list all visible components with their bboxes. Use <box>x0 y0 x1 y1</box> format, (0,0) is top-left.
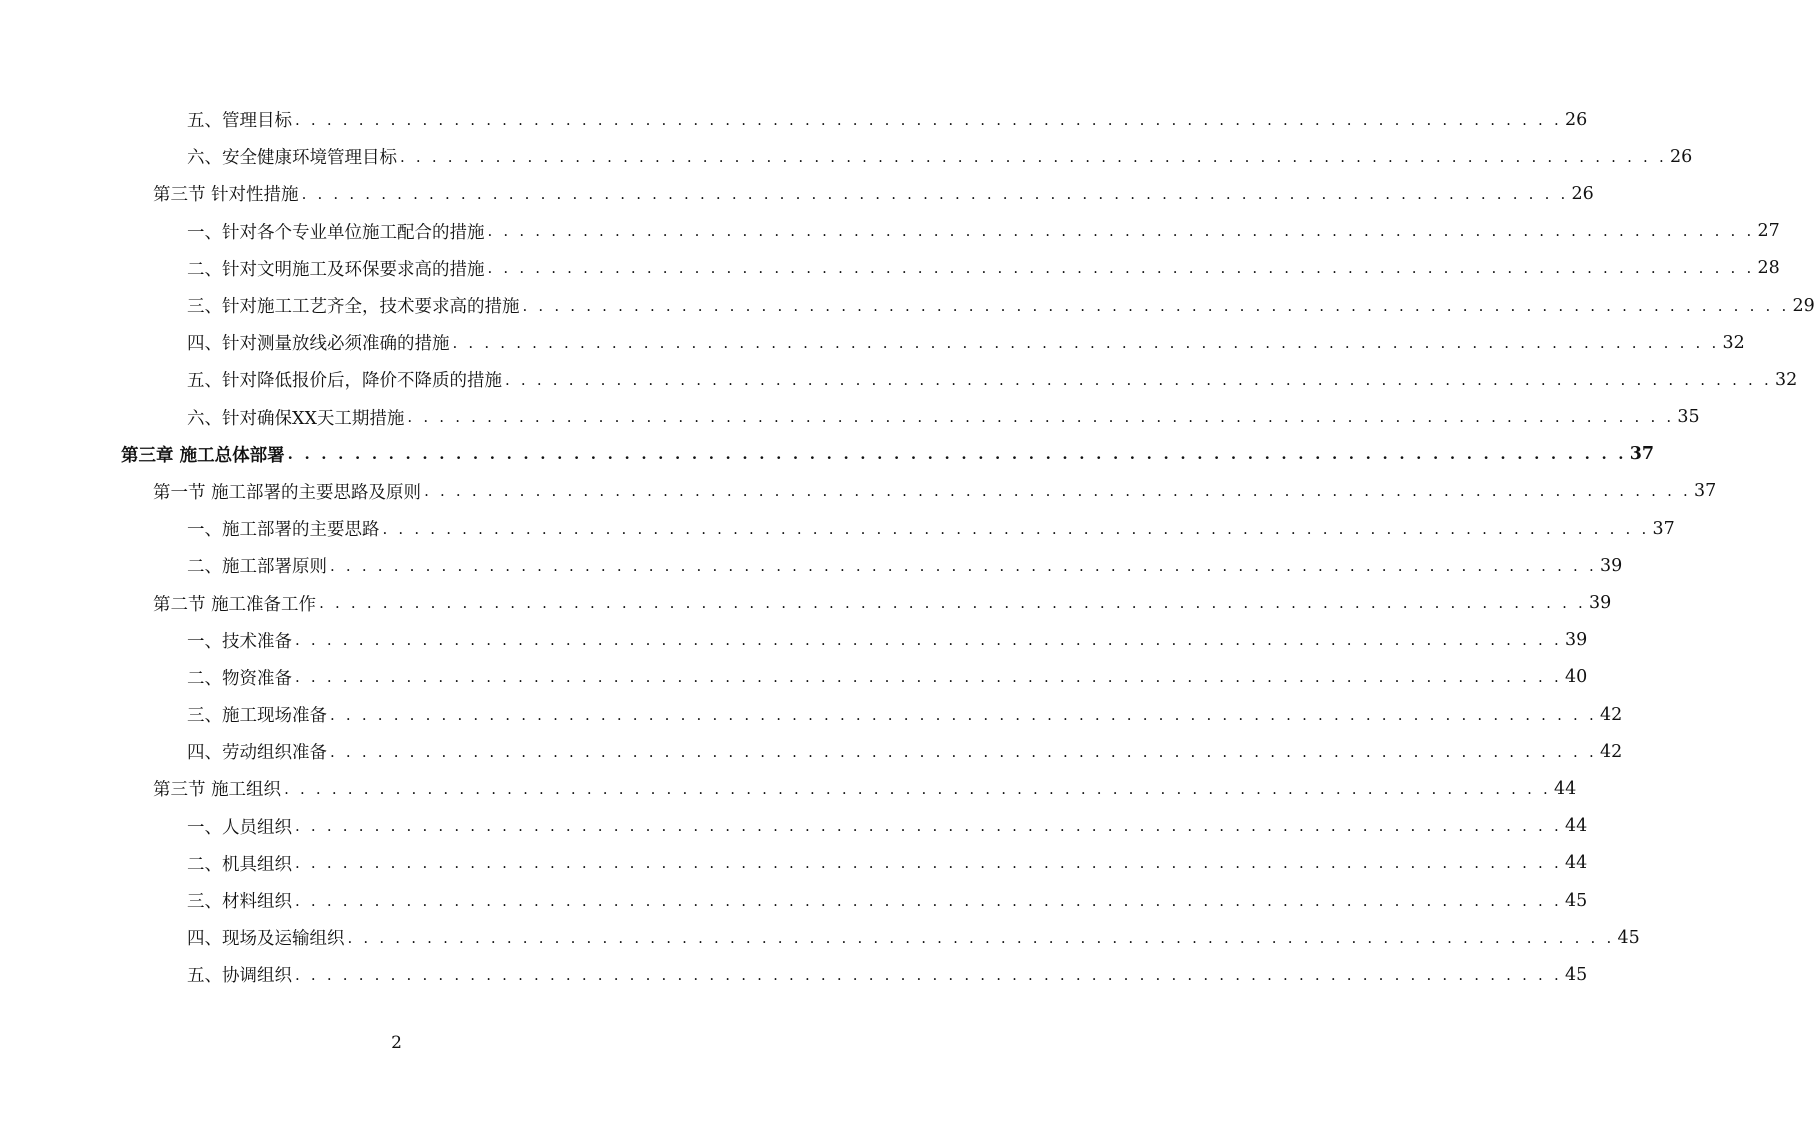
toc-entry-page: 40 <box>1564 667 1588 688</box>
toc-dot-leader: . . . . . . . . . . . . . . . . . . . . . . . . . . . . . . . . . . . . . . . . . . . . . . . . . . . . . . . . . . . . . . . . . . . . . . . . . . . . . . . . <box>295 965 1562 984</box>
toc-entry-page: 39 <box>1589 593 1612 614</box>
toc-dot-leader: . . . . . . . . . . . . . . . . . . . . . . . . . . . . . . . . . . . . . . . . . . . . . . . . . . . . . . . . . . . . . . . . . . . . . . . . . . . . . . . . <box>424 482 1691 501</box>
toc-entry[interactable] <box>0 175 1594 212</box>
toc-dot-leader: . . . . . . . . . . . . . . . . . . . . . . . . . . . . . . . . . . . . . . . . . . . . . . . . . . . . . . . . . . . . . . . . . . . . . . . . . . . . . . . . <box>295 817 1562 836</box>
toc-dot-leader: . . . . . . . . . . . . . . . . . . . . . . . . . . . . . . . . . . . . . . . . . . . . . . . . . . . . . . . . . . . . . . . . . . . . . . . . . . . . . . . . <box>319 594 1586 613</box>
toc-dot-leader: . . . . . . . . . . . . . . . . . . . . . . . . . . . . . . . . . . . . . . . . . . . . . . . . . . . . . . . . . . . . . . . . . . . . . . . . . . . . . . . . <box>487 259 1755 278</box>
toc-entry-page: 28 <box>1757 258 1780 279</box>
toc-entry[interactable] <box>0 510 1675 547</box>
toc-entry-page: 37 <box>1652 518 1675 539</box>
toc-entry[interactable] <box>0 845 1588 882</box>
toc-entry[interactable] <box>0 808 1588 845</box>
toc-entry-title: 二、施工部署原则 <box>187 557 327 578</box>
toc-dot-leader: . . . . . . . . . . . . . . . . . . . . . . . . . . . . . . . . . . . . . . . . . . . . . . . . . . . . . . . . . . . . . . . . . . . . . . . . . . . . . . . . <box>382 519 1650 538</box>
toc-dot-leader: . . . . . . . . . . . . . . . . . . . . . . . . . . . . . . . . . . . . . . . . . . . . . . . . . . . . . . . . . . . . . . . . . . . . . . . . . . . . . . . . <box>287 445 1627 464</box>
toc-dot-leader: . . . . . . . . . . . . . . . . . . . . . . . . . . . . . . . . . . . . . . . . . . . . . . . . . . . . . . . . . . . . . . . . . . . . . . . . . . . . . . . . <box>452 333 1720 352</box>
toc-entry-title: 三、针对施工工艺齐全，技术要求高的措施 <box>187 297 520 318</box>
toc-entry-title: 一、针对各个专业单位施工配合的措施 <box>187 222 485 243</box>
toc-entry-page: 44 <box>1564 816 1588 837</box>
toc-entry-title: 第一节 施工部署的主要思路及原则 <box>153 482 422 503</box>
toc-entry[interactable] <box>0 956 1588 993</box>
toc-entry-title: 四、现场及运输组织 <box>187 929 345 950</box>
toc-entry-title: 五、针对降低报价后，降价不降质的措施 <box>187 371 502 392</box>
toc-dot-leader: . . . . . . . . . . . . . . . . . . . . . . . . . . . . . . . . . . . . . . . . . . . . . . . . . . . . . . . . . . . . . . . . . . . . . . . . . . . . . . . . <box>522 296 1790 315</box>
toc-dot-leader: . . . . . . . . . . . . . . . . . . . . . . . . . . . . . . . . . . . . . . . . . . . . . . . . . . . . . . . . . . . . . . . . . . . . . . . . . . . . . . . . <box>295 854 1562 873</box>
toc-entry[interactable] <box>0 622 1588 659</box>
toc-entry-title: 四、劳动组织准备 <box>187 743 327 764</box>
table-of-contents <box>0 101 1815 994</box>
toc-entry[interactable] <box>0 584 1612 621</box>
toc-dot-leader: . . . . . . . . . . . . . . . . . . . . . . . . . . . . . . . . . . . . . . . . . . . . . . . . . . . . . . . . . . . . . . . . . . . . . . . . . . . . . . . . <box>505 370 1772 389</box>
toc-entry-title: 一、技术准备 <box>187 631 292 652</box>
toc-entry[interactable] <box>0 361 1798 398</box>
page-number: 2 <box>391 1033 402 1053</box>
toc-entry[interactable] <box>0 250 1780 287</box>
toc-entry-title: 第三节 施工组织 <box>153 780 282 801</box>
toc-entry[interactable] <box>0 213 1780 250</box>
toc-entry-page: 44 <box>1554 778 1577 799</box>
toc-dot-leader: . . . . . . . . . . . . . . . . . . . . . . . . . . . . . . . . . . . . . . . . . . . . . . . . . . . . . . . . . . . . . . . . . . . . . . . . . . . . . . . . <box>301 184 1569 203</box>
toc-entry[interactable] <box>0 473 1717 510</box>
toc-entry-title: 二、机具组织 <box>187 854 292 875</box>
toc-entry-page: 35 <box>1677 407 1700 428</box>
toc-entry-title: 第三节 针对性措施 <box>153 185 299 206</box>
toc-entry-title: 二、物资准备 <box>187 668 292 689</box>
toc-entry-page: 32 <box>1722 332 1745 353</box>
toc-entry-page: 37 <box>1629 444 1655 465</box>
toc-entry-page: 37 <box>1694 481 1717 502</box>
toc-entry[interactable] <box>0 696 1623 733</box>
toc-entry-page: 39 <box>1564 630 1588 651</box>
toc-entry[interactable] <box>0 436 1655 473</box>
toc-entry-page: 26 <box>1571 183 1594 204</box>
toc-entry-title: 第二节 施工准备工作 <box>153 594 317 615</box>
toc-entry[interactable] <box>0 919 1640 956</box>
toc-entry-page: 39 <box>1599 555 1623 576</box>
toc-entry-title: 二、针对文明施工及环保要求高的措施 <box>187 259 485 280</box>
toc-entry-page: 45 <box>1617 927 1640 948</box>
toc-entry-page: 29 <box>1792 295 1815 316</box>
toc-entry[interactable] <box>0 399 1700 436</box>
toc-dot-leader: . . . . . . . . . . . . . . . . . . . . . . . . . . . . . . . . . . . . . . . . . . . . . . . . . . . . . . . . . . . . . . . . . . . . . . . . . . . . . . . . <box>295 631 1562 650</box>
toc-entry-page: 44 <box>1564 853 1588 874</box>
toc-entry-title: 四、针对测量放线必须准确的措施 <box>187 334 450 355</box>
toc-dot-leader: . . . . . . . . . . . . . . . . . . . . . . . . . . . . . . . . . . . . . . . . . . . . . . . . . . . . . . . . . . . . . . . . . . . . . . . . . . . . . . . . <box>284 779 1551 798</box>
toc-entry-page: 32 <box>1774 369 1798 390</box>
toc-entry-title: 一、人员组织 <box>187 817 292 838</box>
toc-entry[interactable] <box>0 547 1623 584</box>
toc-entry-title: 六、安全健康环境管理目标 <box>187 148 397 169</box>
toc-dot-leader: . . . . . . . . . . . . . . . . . . . . . . . . . . . . . . . . . . . . . . . . . . . . . . . . . . . . . . . . . . . . . . . . . . . . . . . . . . . . . . . . <box>295 668 1562 687</box>
toc-entry[interactable] <box>0 324 1745 361</box>
toc-entry-page: 26 <box>1669 146 1693 167</box>
toc-dot-leader: . . . . . . . . . . . . . . . . . . . . . . . . . . . . . . . . . . . . . . . . . . . . . . . . . . . . . . . . . . . . . . . . . . . . . . . . . . . . . . . . <box>330 742 1597 761</box>
toc-entry[interactable] <box>0 770 1577 807</box>
toc-entry-title: 六、针对确保XX天工期措施 <box>187 408 405 429</box>
toc-entry-page: 42 <box>1599 704 1623 725</box>
toc-dot-leader: . . . . . . . . . . . . . . . . . . . . . . . . . . . . . . . . . . . . . . . . . . . . . . . . . . . . . . . . . . . . . . . . . . . . . . . . . . . . . . . . <box>347 928 1615 947</box>
toc-entry-title: 三、材料组织 <box>187 892 292 913</box>
toc-dot-leader: . . . . . . . . . . . . . . . . . . . . . . . . . . . . . . . . . . . . . . . . . . . . . . . . . . . . . . . . . . . . . . . . . . . . . . . . . . . . . . . . <box>295 891 1562 910</box>
toc-dot-leader: . . . . . . . . . . . . . . . . . . . . . . . . . . . . . . . . . . . . . . . . . . . . . . . . . . . . . . . . . . . . . . . . . . . . . . . . . . . . . . . . <box>330 556 1597 575</box>
toc-dot-leader: . . . . . . . . . . . . . . . . . . . . . . . . . . . . . . . . . . . . . . . . . . . . . . . . . . . . . . . . . . . . . . . . . . . . . . . . . . . . . . . . <box>295 110 1562 129</box>
toc-entry-title: 一、施工部署的主要思路 <box>187 520 380 541</box>
toc-entry[interactable] <box>0 138 1693 175</box>
toc-entry[interactable] <box>0 287 1815 324</box>
toc-dot-leader: . . . . . . . . . . . . . . . . . . . . . . . . . . . . . . . . . . . . . . . . . . . . . . . . . . . . . . . . . . . . . . . . . . . . . . . . . . . . . . . . <box>400 147 1667 166</box>
toc-dot-leader: . . . . . . . . . . . . . . . . . . . . . . . . . . . . . . . . . . . . . . . . . . . . . . . . . . . . . . . . . . . . . . . . . . . . . . . . . . . . . . . . <box>487 222 1755 241</box>
toc-entry[interactable] <box>0 659 1588 696</box>
toc-entry-page: 27 <box>1757 221 1780 242</box>
toc-entry[interactable] <box>0 733 1623 770</box>
toc-entry-title: 第三章 施工总体部署 <box>121 445 285 466</box>
toc-dot-leader: . . . . . . . . . . . . . . . . . . . . . . . . . . . . . . . . . . . . . . . . . . . . . . . . . . . . . . . . . . . . . . . . . . . . . . . . . . . . . . . . <box>407 408 1675 427</box>
toc-entry-page: 45 <box>1564 890 1588 911</box>
toc-entry-page: 26 <box>1564 109 1588 130</box>
toc-entry-title: 五、管理目标 <box>187 111 292 132</box>
toc-entry-title: 五、协调组织 <box>187 966 292 987</box>
toc-entry[interactable] <box>0 882 1588 919</box>
toc-dot-leader: . . . . . . . . . . . . . . . . . . . . . . . . . . . . . . . . . . . . . . . . . . . . . . . . . . . . . . . . . . . . . . . . . . . . . . . . . . . . . . . . <box>330 705 1597 724</box>
toc-entry-title: 三、施工现场准备 <box>187 706 327 727</box>
toc-entry-page: 45 <box>1564 964 1588 985</box>
toc-entry[interactable] <box>0 101 1588 138</box>
toc-entry-page: 42 <box>1599 741 1623 762</box>
